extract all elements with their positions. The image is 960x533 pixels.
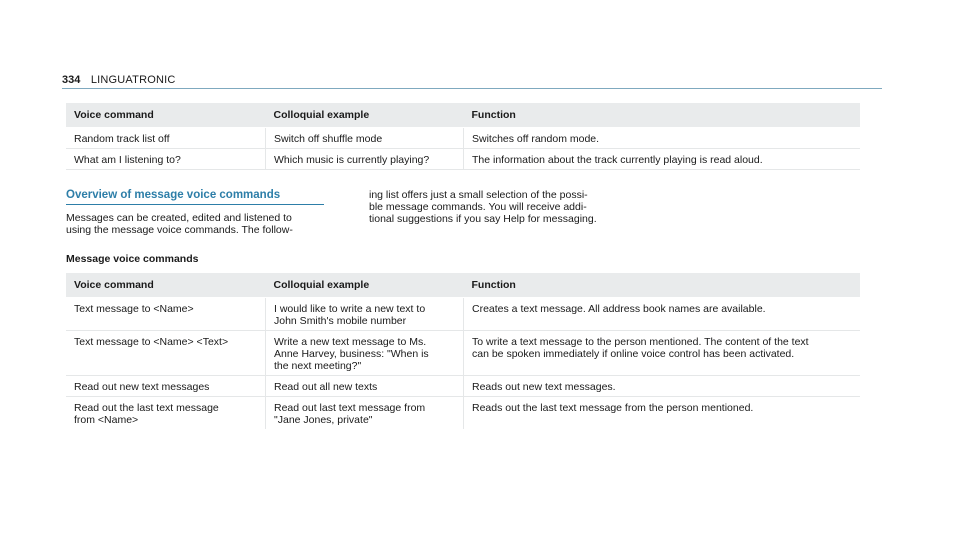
text-line: ing list offers just a small selection of the possi- [369, 189, 588, 201]
table-header-row [66, 103, 860, 128]
cell-line: Read out last text message from [274, 402, 426, 414]
column-header: Colloquial example [266, 273, 464, 298]
table-header-row [66, 273, 860, 298]
cell-line: Creates a text message. All address book names are available. [472, 303, 766, 315]
table-row [66, 149, 860, 170]
text-line: using the message voice commands. The follow- [66, 224, 293, 236]
table-cell [266, 331, 464, 376]
column-header: Function [464, 103, 861, 128]
intro-paragraph-right [369, 189, 619, 225]
cell-line: Text message to <Name> <Text> [74, 336, 229, 348]
table-cell: The information about the track currently playing is read aloud. [464, 149, 861, 170]
table-cell: What am I listening to? [66, 149, 266, 170]
table-cell [464, 376, 861, 397]
intro-paragraph-left [66, 212, 328, 236]
cell-line: Read out all new texts [274, 381, 378, 393]
column-header: Colloquial example [266, 103, 464, 128]
page-number: 334 [62, 74, 81, 86]
message-voice-commands-table [66, 273, 860, 429]
cell-line: Anne Harvey, business: "When is [274, 348, 429, 360]
table-cell: Switches off random mode. [464, 128, 861, 149]
cell-line: Write a new text message to Ms. [274, 336, 427, 348]
cell-line: the next meeting?" [274, 360, 362, 372]
cell-line: Reads out new text messages. [472, 381, 616, 393]
table-cell [266, 397, 464, 430]
text-line: Messages can be created, edited and listened to [66, 212, 292, 224]
voice-commands-table [66, 103, 860, 170]
column-header: Function [464, 273, 861, 298]
header-rule [62, 88, 882, 89]
cell-line: John Smith's mobile number [274, 315, 407, 327]
cell-line: Reads out the last text message from the person mentioned. [472, 402, 754, 414]
cell-line: Read out new text messages [74, 381, 210, 393]
table-cell: Which music is currently playing? [266, 149, 464, 170]
chapter-title: LINGUATRONIC [90, 74, 176, 86]
table-row [66, 397, 860, 430]
table-row [66, 128, 860, 149]
table-cell [66, 331, 266, 376]
cell-line: from <Name> [74, 414, 139, 426]
cell-line: To write a text message to the person mentioned. The content of the text [472, 336, 809, 348]
table-title: Message voice commands [66, 253, 199, 265]
cell-line: "Jane Jones, private" [274, 414, 373, 426]
table-cell [464, 298, 861, 331]
cell-line: Text message to <Name> [74, 303, 194, 315]
cell-line: can be spoken immediately if online voice control has been activated. [472, 348, 795, 360]
table-cell [464, 397, 861, 430]
table-cell: Switch off shuffle mode [266, 128, 464, 149]
table-cell [266, 376, 464, 397]
text-line: tional suggestions if you say Help for messaging. [369, 213, 597, 225]
table-cell [66, 298, 266, 331]
text-line: ble message commands. You will receive addi- [369, 201, 587, 213]
table-cell [266, 298, 464, 331]
table-row [66, 331, 860, 376]
table-cell [66, 376, 266, 397]
table-cell [464, 331, 861, 376]
table-cell: Random track list off [66, 128, 266, 149]
cell-line: I would like to write a new text to [274, 303, 426, 315]
section-heading: Overview of message voice commands [66, 189, 324, 205]
cell-line: Read out the last text message [74, 402, 219, 414]
column-header: Voice command [66, 103, 266, 128]
table-cell [66, 397, 266, 430]
table-row [66, 376, 860, 397]
column-header: Voice command [66, 273, 266, 298]
page-header [62, 70, 882, 88]
table-row [66, 298, 860, 331]
